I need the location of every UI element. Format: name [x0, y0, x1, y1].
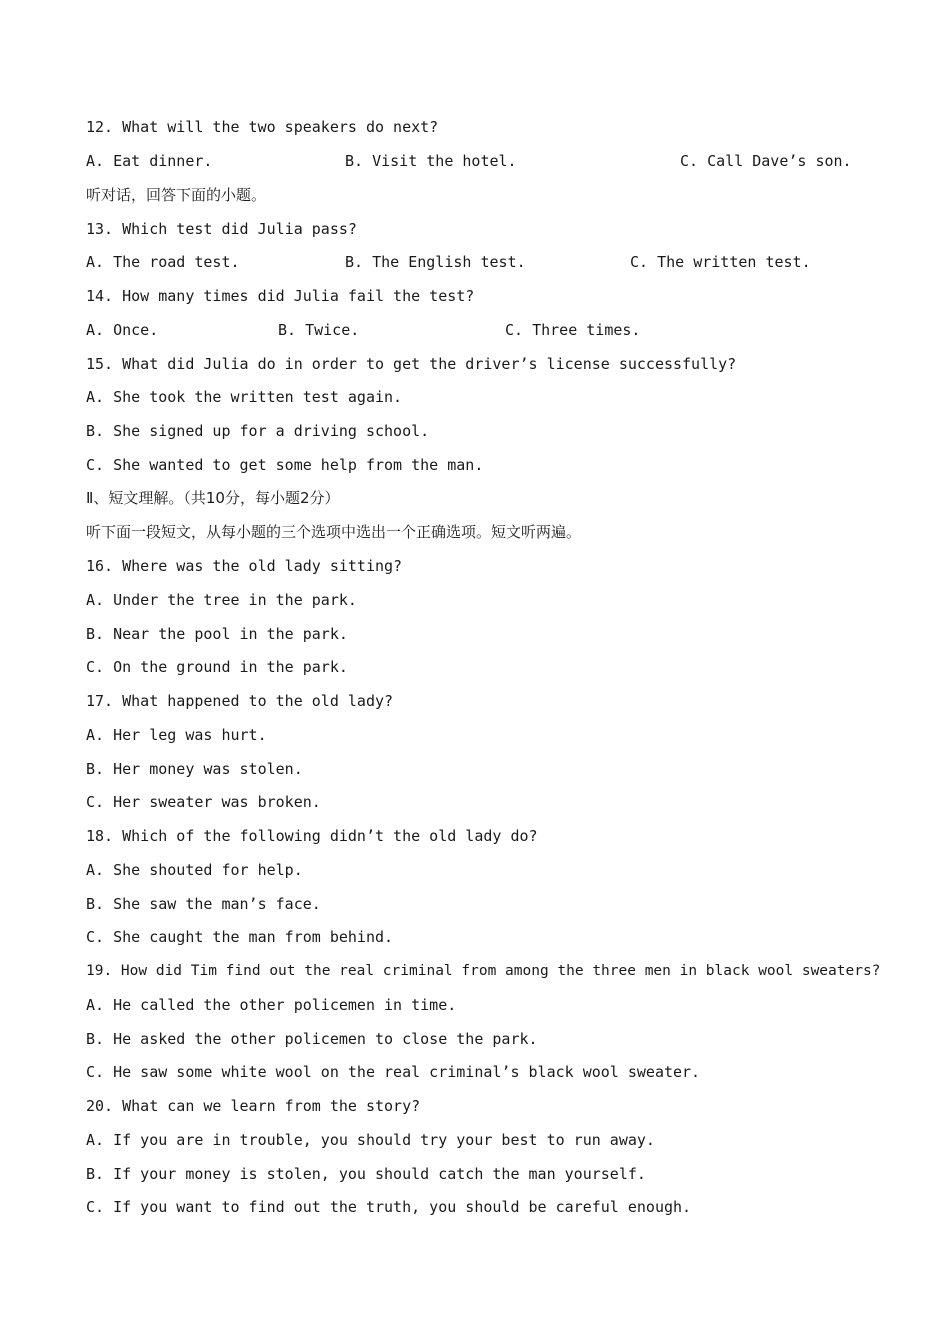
- question-18-option-a: A. She shouted for help.: [86, 861, 303, 879]
- question-12-option-c: C. Call Dave’s son.: [680, 152, 852, 170]
- question-15-option-a: A. She took the written test again.: [86, 388, 403, 406]
- question-16-option-a: A. Under the tree in the park.: [86, 591, 357, 609]
- question-13-option-b: B. The English test.: [345, 253, 526, 271]
- question-19-option-c: C. He saw some white wool on the real criminal’s black wool sweater.: [86, 1063, 701, 1081]
- question-12-option-b: B. Visit the hotel.: [345, 152, 517, 170]
- question-15-option-c: C. She wanted to get some help from the man.: [86, 456, 484, 474]
- question-16-option-b: B. Near the pool in the park.: [86, 625, 348, 643]
- question-20-option-b: B. If your money is stolen, you should catch the man yourself.: [86, 1165, 646, 1183]
- question-20-option-a: A. If you are in trouble, you should try your best to run away.: [86, 1131, 655, 1149]
- question-14-option-a: A. Once.: [86, 321, 159, 339]
- question-16-option-c: C. On the ground in the park.: [86, 658, 348, 676]
- question-12-option-a: A. Eat dinner.: [86, 152, 213, 170]
- question-13-stem: 13. Which test did Julia pass?: [86, 220, 357, 238]
- question-18-stem: 18. Which of the following didn’t the old lady do?: [86, 827, 538, 845]
- question-20-stem: 20. What can we learn from the story?: [86, 1097, 421, 1115]
- question-15-option-b: B. She signed up for a driving school.: [86, 422, 430, 440]
- question-19-option-b: B. He asked the other policemen to close the park.: [86, 1030, 538, 1048]
- section-2-instruction: 听下面一段短文，从每小题的三个选项中选出一个正确选项。短文听两遍。: [86, 523, 582, 541]
- question-15-stem: 15. What did Julia do in order to get the driver’s license successfully?: [86, 355, 737, 373]
- question-14-stem: 14. How many times did Julia fail the test?: [86, 287, 475, 305]
- question-13-option-c: C. The written test.: [630, 253, 811, 271]
- question-17-stem: 17. What happened to the old lady?: [86, 692, 394, 710]
- question-17-option-a: A. Her leg was hurt.: [86, 726, 267, 744]
- question-16-stem: 16. Where was the old lady sitting?: [86, 557, 403, 575]
- question-14-option-b: B. Twice.: [278, 321, 360, 339]
- question-19-stem: 19. How did Tim find out the real criminal from among the three men in black wool sweaters?: [86, 963, 881, 979]
- question-17-option-b: B. Her money was stolen.: [86, 760, 303, 778]
- question-14-option-c: C. Three times.: [505, 321, 641, 339]
- question-18-option-b: B. She saw the man’s face.: [86, 895, 321, 913]
- dialogue-instruction: 听对话，回答下面的小题。: [86, 186, 267, 204]
- question-20-option-c: C. If you want to find out the truth, you should be careful enough.: [86, 1198, 692, 1216]
- question-17-option-c: C. Her sweater was broken.: [86, 793, 321, 811]
- question-13-option-a: A. The road test.: [86, 253, 240, 271]
- section-2-heading: Ⅱ、短文理解。（共10分，每小题2分）: [86, 489, 340, 507]
- question-12-stem: 12. What will the two speakers do next?: [86, 118, 439, 136]
- question-19-option-a: A. He called the other policemen in time.: [86, 996, 457, 1014]
- question-18-option-c: C. She caught the man from behind.: [86, 928, 394, 946]
